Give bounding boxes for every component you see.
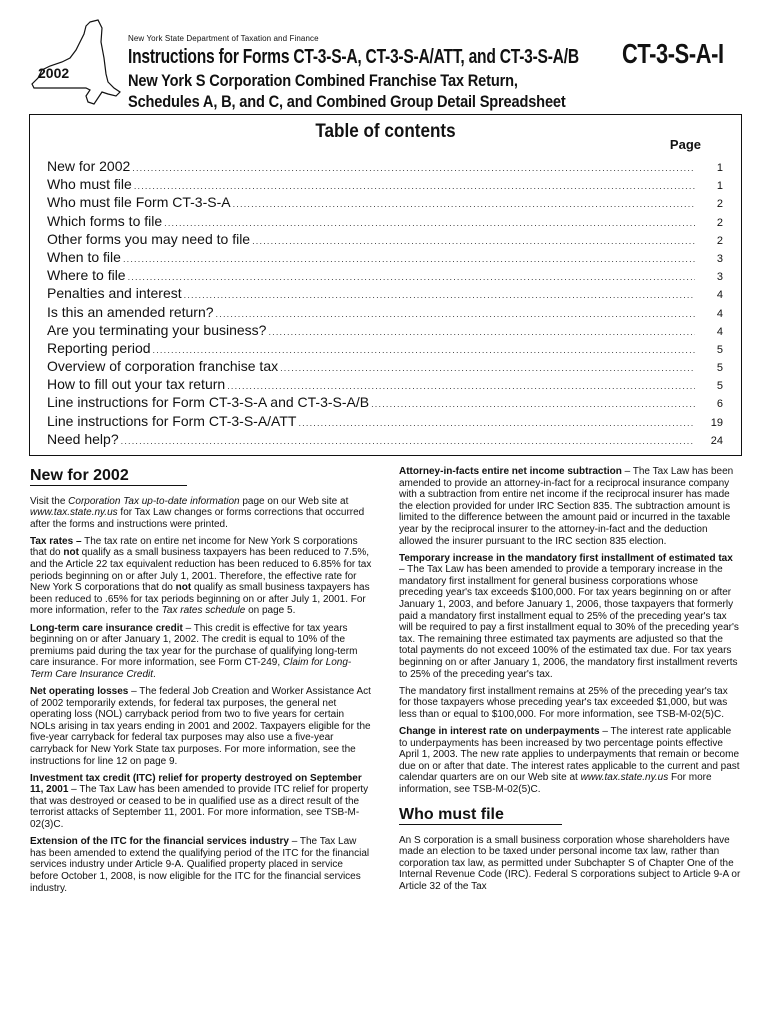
toc-item[interactable]	[47, 175, 723, 193]
toc-item[interactable]	[47, 321, 723, 339]
toc-item[interactable]	[47, 284, 723, 302]
document-title: Instructions for Forms CT-3-S-A, CT-3-S-A/ATT, and CT-3-S-A/B	[128, 46, 579, 68]
toc-item-label: Penalties and interest	[47, 285, 182, 302]
toc-item-label: Are you terminating your business?	[47, 321, 267, 338]
toc-item-label: Is this an amended return?	[47, 303, 214, 320]
department-name: New York State Department of Taxation and Finance	[128, 34, 319, 43]
toc-dot-leader	[128, 268, 695, 286]
paragraph-first-installment: The mandatory first installment remains at 25% of the preceding year's tax for those taxpayers whose preceding year's tax exceeded $1,000, but was less than or equal to $100,000. For more information, see TSB-M-02(5)C.	[399, 685, 728, 720]
toc-item-label: Which forms to file	[47, 212, 163, 229]
toc-page-header: Page	[669, 137, 701, 152]
toc-item-page: 6	[716, 398, 723, 411]
toc-dot-leader	[280, 359, 695, 377]
toc-item-label: Line instructions for Form CT-3-S-A/ATT	[47, 412, 297, 429]
year-label: 2002	[38, 65, 70, 81]
toc-item-page: 2	[716, 234, 723, 247]
toc-dot-leader	[252, 232, 695, 250]
toc-item[interactable]	[47, 430, 723, 448]
toc-item-label: Who must file	[47, 176, 132, 193]
subtitle-line-1: New York S Corporation Combined Franchise Tax Return,	[128, 71, 518, 90]
toc-dot-leader	[216, 305, 695, 323]
toc-dot-leader	[184, 286, 695, 304]
right-column	[399, 466, 741, 898]
toc-item-label: New for 2002	[47, 158, 131, 174]
toc-item-label: Who must file Form CT-3-S-A	[47, 194, 231, 211]
paragraph-tax-rates: Tax rates – The tax rate on entire net income for New York S corporations that do not qualify as a small business taxpayers has been reduced to 7.5%, and the Article 22 tax equivalent reduction has been reduced to 6.85% for tax periods beginning on or after July 1, 2001. Therefore, the effective rate for New York S corporations that do not qualify as small business taxpayers has been reduced to .65% for tax periods beginning on or after July 1, 2001. For more information, refer to the Tax rates schedule on page 5.	[30, 535, 372, 617]
document-subtitle	[128, 70, 566, 112]
toc-item-page: 4	[716, 307, 723, 320]
toc-item[interactable]	[47, 230, 723, 248]
toc-item-page: 24	[710, 434, 723, 447]
toc-dot-leader	[233, 195, 695, 213]
toc-item-label: When to file	[47, 248, 121, 265]
new-york-state-map-logo	[28, 18, 124, 110]
toc-list	[47, 157, 723, 448]
toc-item-page: 1	[716, 162, 723, 174]
paragraph-interest-rate: Change in interest rate on underpayments – The interest rate applicable to underpayments has been increased by two percentage points effective April 1, 2003. The new rate applies to underpayments that remain or become due on or after that date. The interest rates applicable to the current and past calendar quarters are on our Web site at www.tax.state.ny.us For more information, see TSB-M-02(5)C.	[399, 725, 740, 795]
toc-item-page: 4	[716, 325, 723, 338]
toc-item-label: Other forms you may need to file	[47, 230, 251, 247]
toc-item-label: Reporting period	[47, 339, 151, 356]
toc-item-page: 3	[716, 252, 723, 265]
toc-item-page: 5	[716, 362, 723, 375]
table-of-contents	[29, 114, 742, 456]
paragraph-long-term-care: Long-term care insurance credit – This credit is effective for tax years beginning on or after January 1, 2002. The credit is equal to 10% of the premiums paid during the tax year for the purchase of qualifying long-term care insurance. For more information, see Form CT-249, Claim for Long-Term Care Insurance Credit.	[30, 622, 358, 680]
paragraph-itc-relief: Investment tax credit (ITC) relief for property destroyed on September 11, 2001 – The Tax Law has been amended to provide ITC relief for property that was destroyed or ceased to be in qualified use as a direct result of the terrorist attacks of September 11, 2001. For more information, see TSB-M-02(3)C.	[30, 772, 369, 831]
toc-item[interactable]	[47, 393, 723, 411]
subtitle-line-2: Schedules A, B, and C, and Combined Group Detail Spreadsheet	[128, 92, 566, 111]
section-heading-who-must-file: Who must file	[399, 809, 562, 825]
paragraph-s-corporation: An S corporation is a small business corporation whose shareholders have made an election to be taxed under personal income tax law, rather than corporation tax law, as permitted under Subchapter S of Chapter One of the Internal Revenue Code (IRC). Federal S corporations subject to Article 9-A or Article 32 of the Tax	[399, 834, 741, 892]
toc-item-page: 1	[716, 180, 723, 193]
toc-dot-leader	[123, 250, 695, 268]
toc-item-page: 19	[710, 416, 723, 429]
toc-item[interactable]	[47, 266, 723, 284]
toc-item-page: 4	[716, 289, 723, 302]
toc-item-label: Where to file	[47, 267, 126, 284]
section-heading-new-for-2002: New for 2002	[30, 470, 187, 486]
toc-dot-leader	[132, 159, 695, 177]
toc-item-page: 2	[716, 216, 723, 229]
toc-dot-leader	[371, 395, 695, 413]
toc-item-page: 5	[716, 343, 723, 356]
toc-item-label: Need help?	[47, 430, 119, 447]
left-column	[30, 466, 372, 900]
toc-item[interactable]	[47, 157, 723, 175]
form-code: CT-3-S-A-I	[622, 38, 724, 69]
toc-item[interactable]	[47, 248, 723, 266]
paragraph-itc-extension: Extension of the ITC for the financial services industry – The Tax Law has been amended to extend the qualifying period of the ITC for the financial services industry under Article 9-A. Qualified property placed in service before October 1, 2008, is now eligible for the ITC for the financial services industry.	[30, 836, 370, 894]
toc-dot-leader	[298, 414, 695, 432]
toc-item[interactable]	[47, 193, 723, 211]
toc-dot-leader	[268, 323, 695, 341]
toc-item[interactable]	[47, 412, 723, 430]
paragraph-attorney-in-fact: Attorney-in-facts entire net income subtraction – The Tax Law has been amended to provide an attorney-in-fact for a reciprocal insurance company with a subtraction from entire net income if the reciprocal insurer has made the election provided for under IRC Section 835. The subtraction amount is limited to the difference between the amount paid or incurred in the taxable year by the reciprocal insurer to the attorney-in-fact and the deduction allowed the insurer pursuant to the IRC section 835 election.	[399, 466, 734, 547]
toc-item-label: How to fill out your tax return	[47, 376, 226, 393]
toc-item-page: 5	[716, 380, 723, 393]
paragraph-net-operating-losses: Net operating losses – The federal Job Creation and Worker Assistance Act of 2002 temporarily extends, for federal tax purposes, the general net operating loss (NOL) carryback period from two to five years for certain NOLs arising in tax years ending in 2001 and 2002. Taxpayers eligible for the five-year carryback for federal tax purposes may also use a five-year carryback for New York State tax purposes. For more information, see the instructions for line 12 on page 9.	[30, 686, 371, 767]
toc-item[interactable]	[47, 303, 723, 321]
toc-item-page: 3	[716, 271, 723, 284]
toc-item[interactable]	[47, 212, 723, 230]
toc-item-page: 2	[716, 198, 723, 211]
toc-item-label: Overview of corporation franchise tax	[47, 358, 279, 375]
toc-dot-leader	[121, 432, 695, 450]
toc-item[interactable]	[47, 375, 723, 393]
paragraph-estimated-tax: Temporary increase in the mandatory first installment of estimated tax – The Tax Law has been amended to provide a temporary increase in the mandatory first installment for general business corporations whose preceding year's tax exceeds $100,000. For tax years beginning on or after January 1, 2003, and before January 1, 2006, those taxpayers that formerly paid a mandatory first installment equal to 25% of the preceding year's tax will be required to pay a first installment equal to 30% of the preceding year's tax. The remaining three estimated tax payments are adjusted so that the total payments do not exceed 100% of the estimated tax due. For tax years beginning on or after January 1, 2006, the mandatory first installment reverts to 25% of the preceding year's tax.	[399, 552, 739, 680]
toc-item-label: Line instructions for Form CT-3-S-A and CT-3-S-A/B	[47, 394, 370, 411]
toc-item[interactable]	[47, 339, 723, 357]
toc-title: Table of contents	[315, 121, 456, 142]
toc-item[interactable]	[47, 357, 723, 375]
paragraph-website: Visit the Corporation Tax up-to-date information page on our Web site at www.tax.state.ny.us for Tax Law changes or forms corrections that occurred after the forms and instructions were printed.	[30, 495, 365, 530]
